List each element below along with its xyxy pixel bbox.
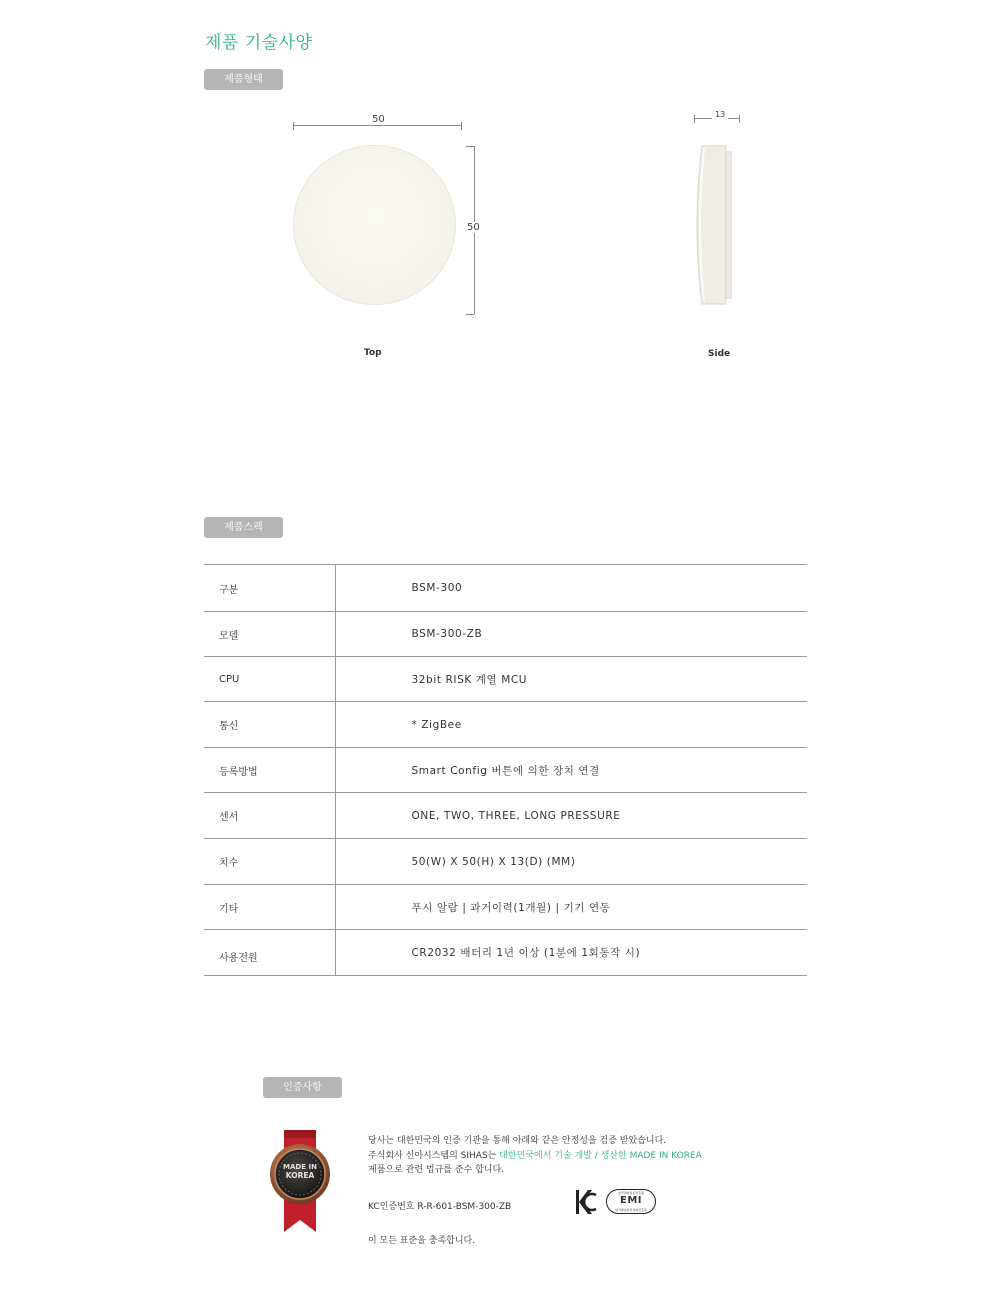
cert-line-2-prefix: 주식회사 신아시스템의 SIHAS는	[368, 1151, 500, 1161]
spec-value: 푸시 알람 | 과거이력(1개월) | 기기 연동	[335, 885, 807, 930]
cert-line-2-highlight: 대한민국에서 기술 개발 / 생산한 MADE IN KOREA	[499, 1151, 702, 1161]
cert-line-1: 당사는 대한민국의 인증 기관을 통해 아래와 같은 안정성을 검증 받았습니다.	[368, 1136, 667, 1146]
spec-key: 모델	[204, 612, 335, 657]
kc-mark-icon	[575, 1189, 597, 1215]
spec-key: 등록방법	[204, 748, 335, 793]
cert-footer: 이 모든 표준을 충족합니다.	[368, 1236, 476, 1246]
table-row	[204, 612, 807, 657]
made-in-korea-badge	[262, 1128, 338, 1236]
spec-key: 구분	[204, 565, 335, 612]
emi-label: EMI	[619, 1195, 642, 1206]
emi-mark-icon	[606, 1189, 656, 1214]
section-tag-spec: 제품스펙	[204, 517, 283, 538]
spec-value: BSM-300-ZB	[335, 612, 807, 657]
spec-key: 센서	[204, 793, 335, 839]
table-row	[204, 793, 807, 839]
spec-table	[204, 564, 807, 976]
table-row	[204, 839, 807, 885]
cert-line-3: 제품으로 관련 법규를 준수 합니다.	[368, 1165, 505, 1175]
spec-value: ONE, TWO, THREE, LONG PRESSURE	[335, 793, 807, 839]
spec-key: 치수	[204, 839, 335, 885]
badge-text-line1: MADE IN	[283, 1163, 317, 1171]
section-tag-form: 제품형태	[204, 69, 283, 90]
spec-value: Smart Config 버튼에 의한 장치 연결	[335, 748, 807, 793]
page-title: 제품 기술사양	[205, 33, 313, 53]
section-tag-cert: 인증사항	[263, 1077, 342, 1098]
spec-key: CPU	[204, 657, 335, 702]
badge-text-line2: KOREA	[285, 1171, 315, 1180]
spec-value: 50(W) X 50(H) X 13(D) (MM)	[335, 839, 807, 885]
spec-key: 통신	[204, 702, 335, 748]
spec-value: 32bit RISK 계열 MCU	[335, 657, 807, 702]
spec-value: * ZigBee	[335, 702, 807, 748]
table-row	[204, 885, 807, 930]
top-view-caption: Top	[364, 348, 382, 358]
top-width-label: 50	[369, 114, 388, 125]
spec-key: 기타	[204, 885, 335, 930]
spec-key: 사용전원	[204, 930, 335, 976]
spec-value: CR2032 배터리 1년 이상 (1분에 1회동작 시)	[335, 930, 807, 976]
product-side-view	[690, 140, 746, 310]
kc-cert-number: KC인증번호 R-R-601-BSM-300-ZB	[368, 1202, 512, 1212]
table-row	[204, 702, 807, 748]
cert-line-2	[368, 1148, 702, 1161]
table-row	[204, 565, 807, 612]
side-view-caption: Side	[708, 349, 731, 359]
spec-value: BSM-300	[335, 565, 807, 612]
table-row	[204, 657, 807, 702]
side-depth-label: 13	[712, 110, 728, 119]
emi-small-top: 한국전파통신진흥원	[617, 1191, 645, 1195]
emi-small-bottom: 한국방송통신전파진흥원	[615, 1208, 647, 1212]
table-row	[204, 748, 807, 793]
product-top-view	[294, 146, 455, 304]
table-row	[204, 930, 807, 976]
top-height-label: 50	[464, 222, 483, 233]
